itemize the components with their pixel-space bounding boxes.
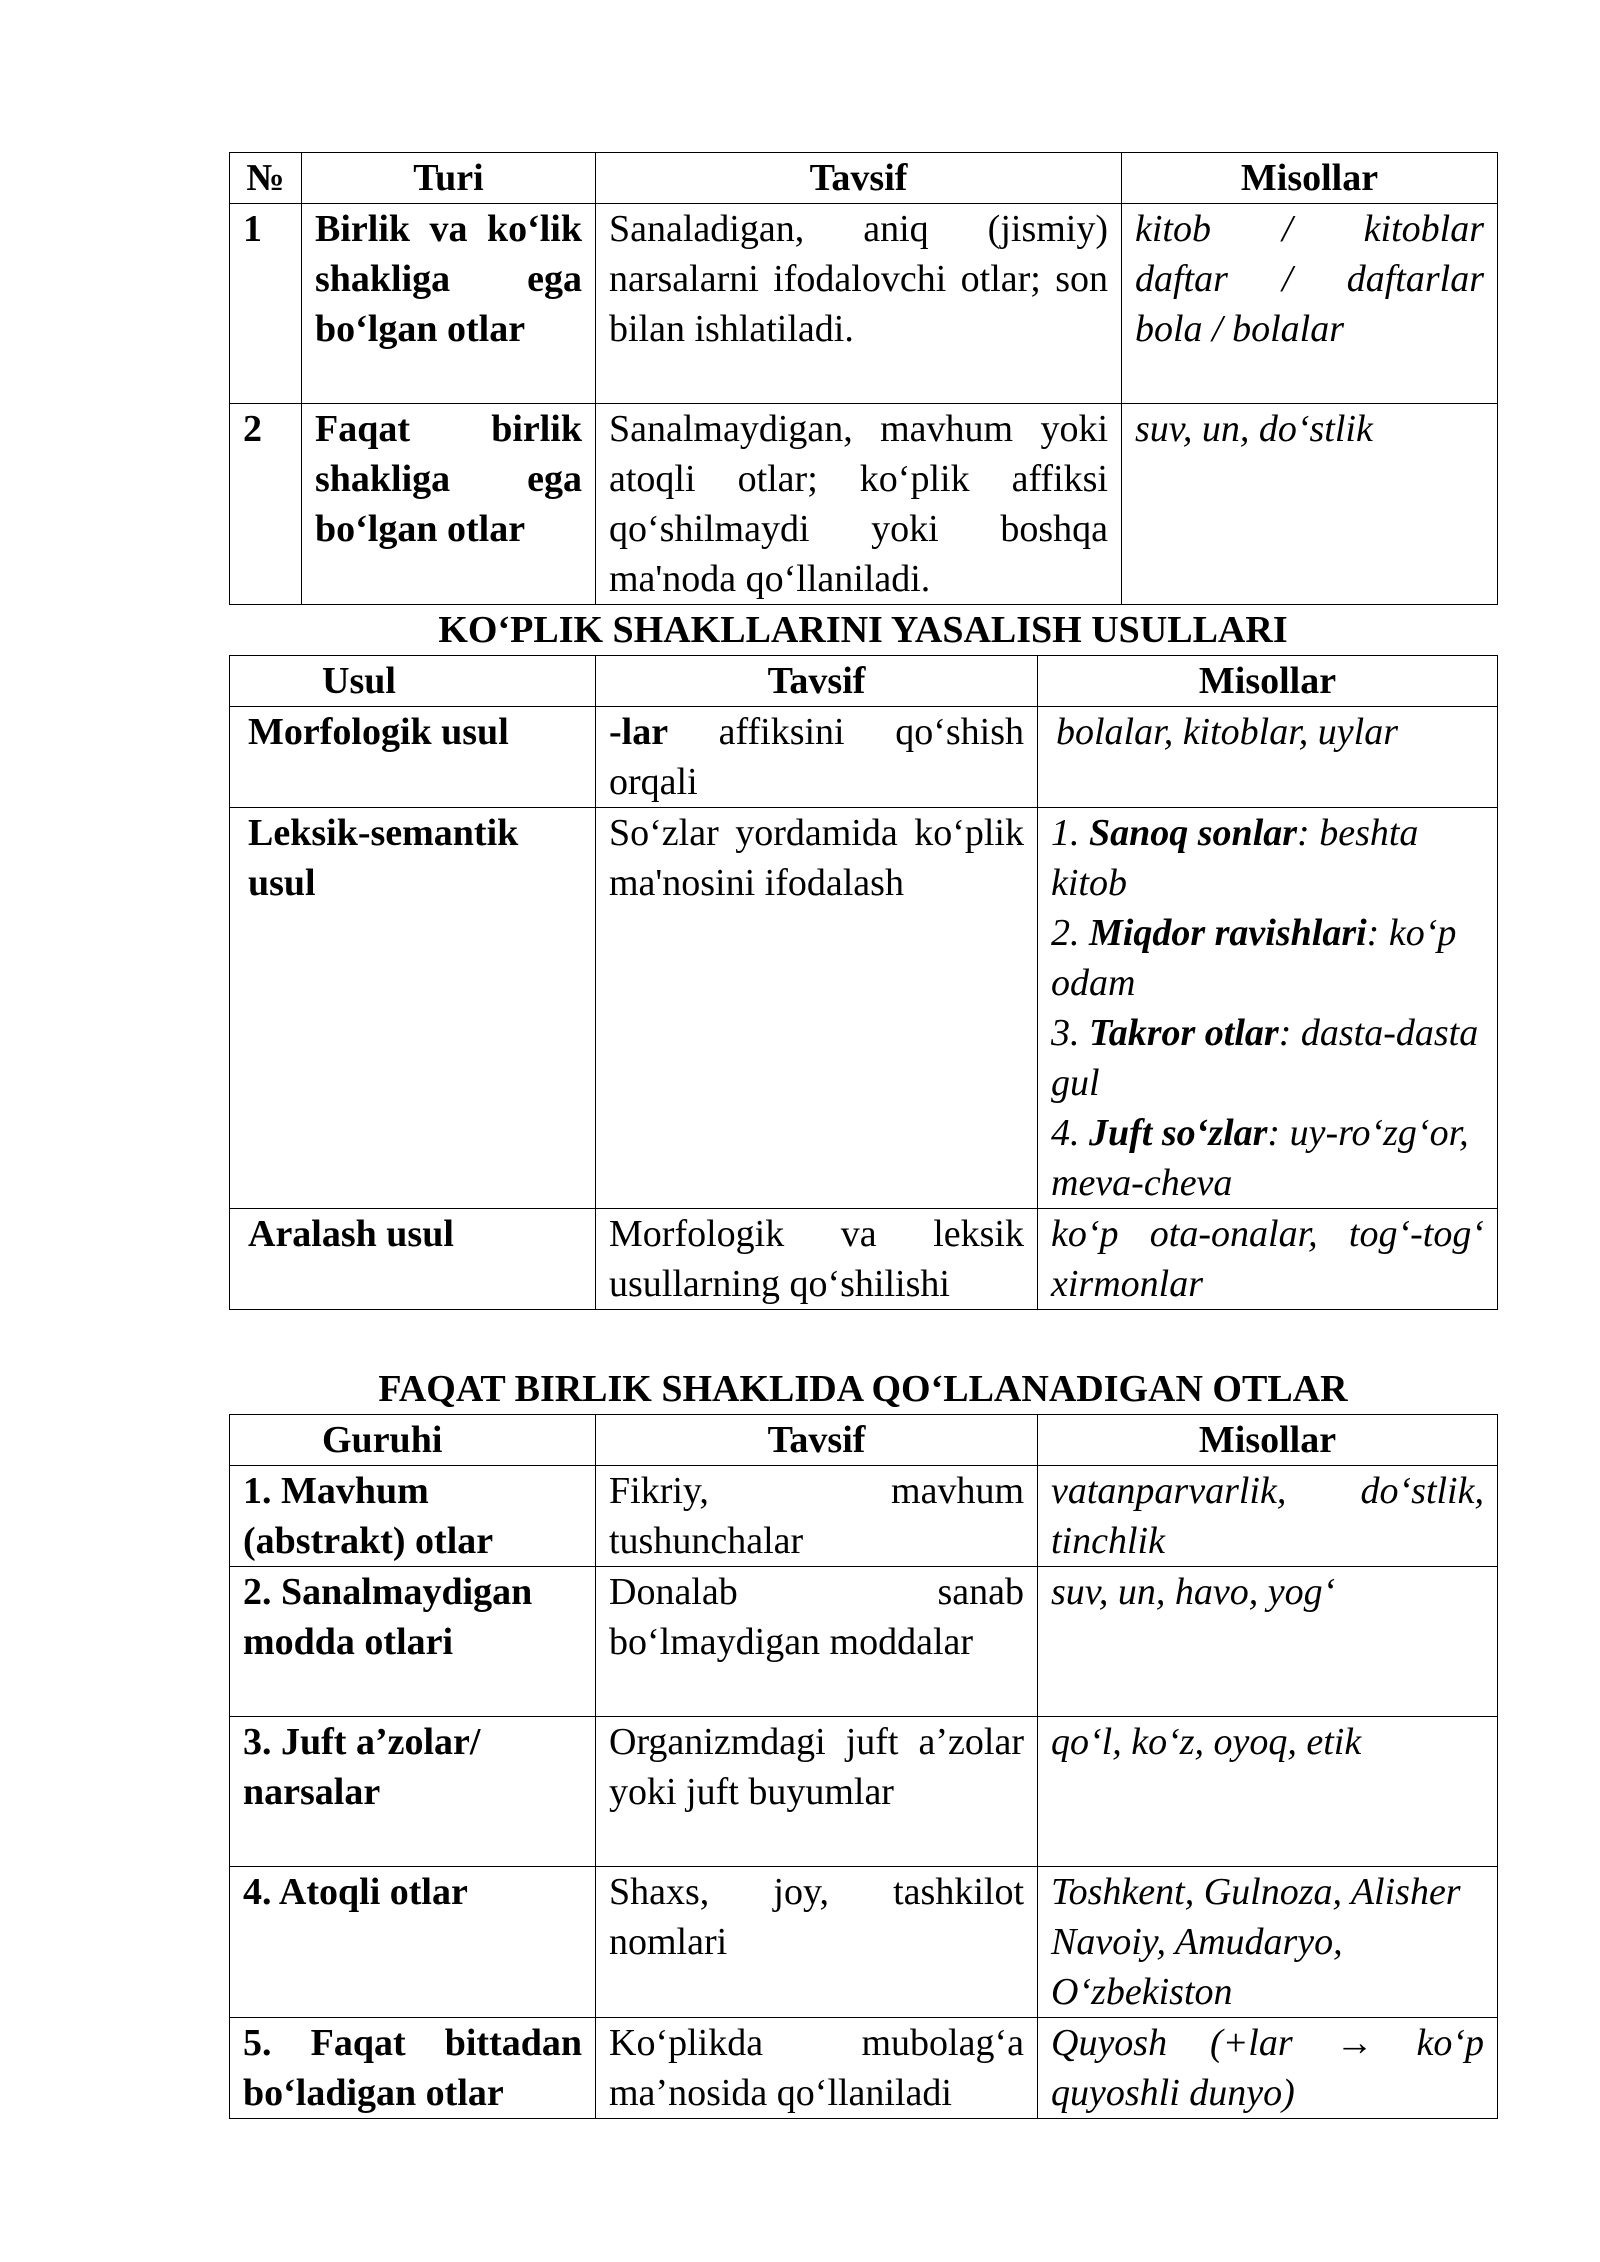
- list-item: [1051, 808, 1484, 908]
- row-description: Donalab sanab bo‘lmaydigan moddalar: [596, 1567, 1038, 1717]
- row-group: 2. Sanalmaydigan modda otlari: [230, 1567, 596, 1717]
- table-row: [230, 707, 1498, 808]
- row-description: Morfologik va leksik usullarning qo‘shilishi: [596, 1209, 1038, 1310]
- list-item: [1051, 1008, 1484, 1108]
- table-row: [230, 204, 1498, 404]
- table-row: [230, 1717, 1498, 1867]
- row-examples: suv, un, do‘stlik: [1122, 404, 1498, 605]
- row-examples: Toshkent, Gulnoza, Alisher Navoiy, Amudaryo, O‘zbekiston: [1038, 1867, 1498, 2018]
- item-text: dasta-dasta gul: [1051, 1012, 1479, 1104]
- section-spacer: [229, 1310, 1497, 1364]
- header-examples: Misollar: [1038, 656, 1498, 707]
- row-group: 4. Atoqli otlar: [230, 1867, 596, 2018]
- row-method: Morfologik usul: [230, 707, 596, 808]
- header-method: Usul: [230, 656, 596, 707]
- header-description: Tavsif: [596, 153, 1122, 204]
- row-description: Sanaladigan, aniq (jismiy) narsalarni ifodalovchi otlar; son bilan ishlatiladi.: [596, 204, 1122, 404]
- item-label: Takror otlar: [1089, 1012, 1279, 1054]
- header-examples: Misollar: [1038, 1415, 1498, 1466]
- table-row: [230, 404, 1498, 605]
- row-description: So‘zlar yordamida ko‘plik ma'nosini ifodalash: [596, 808, 1038, 1209]
- section-title-plural-methods: KO‘PLIK SHAKLLARINI YASALISH USULLARI: [438, 609, 1288, 651]
- row-method: Leksik-semantik usul: [230, 808, 596, 1209]
- item-text: ko‘p odam: [1051, 912, 1457, 1004]
- row-description: Fikriy, mavhum tushunchalar: [596, 1466, 1038, 1567]
- item-number: 2.: [1051, 912, 1080, 954]
- row-group: 3. Juft a’zolar/ narsalar: [230, 1717, 596, 1867]
- header-number: №: [230, 153, 302, 204]
- row-method: Aralash usul: [230, 1209, 596, 1310]
- table-header-row: [230, 1415, 1498, 1466]
- section-title-singular-nouns: FAQAT BIRLIK SHAKLIDA QO‘LLANADIGAN OTLAR: [378, 1368, 1348, 1410]
- item-number: 3.: [1051, 1012, 1080, 1054]
- item-sep: :: [1366, 912, 1380, 954]
- row-description: Ko‘plikda mubolag‘a ma’nosida qo‘llaniladi: [596, 2018, 1038, 2119]
- item-text: uy-ro‘zg‘or, meva-cheva: [1051, 1112, 1469, 1204]
- row-number: 1: [230, 204, 302, 404]
- description-text: affiksini qo‘shish orqali: [609, 711, 1024, 803]
- row-examples: [1038, 808, 1498, 1209]
- row-description: Sanalmaydigan, mavhum yoki atoqli otlar; ko‘plik affiksi qo‘shilmaydi yoki boshqa ma'noda qo‘llaniladi.: [596, 404, 1122, 605]
- item-text: beshta kitob: [1051, 812, 1419, 904]
- table-row: [230, 1466, 1498, 1567]
- list-item: [1051, 908, 1484, 1008]
- example-line: kitob / kitoblar: [1135, 208, 1484, 250]
- row-examples: Quyosh (+lar → ko‘p quyoshli dunyo): [1038, 2018, 1498, 2119]
- row-examples: vatanparvarlik, do‘stlik, tinchlik: [1038, 1466, 1498, 1567]
- item-number: 4.: [1051, 1112, 1080, 1154]
- table-header-row: [230, 153, 1498, 204]
- singular-nouns-table: [229, 1414, 1498, 2119]
- table-header-row: [230, 656, 1498, 707]
- row-description: Organizmdagi juft a’zolar yoki juft buyumlar: [596, 1717, 1038, 1867]
- row-group: 1. Mavhum (abstrakt) otlar: [230, 1466, 596, 1567]
- header-description: Tavsif: [596, 656, 1038, 707]
- item-label: Sanoq sonlar: [1089, 812, 1298, 854]
- table-row: [230, 1867, 1498, 2018]
- table-row: [230, 2018, 1498, 2119]
- item-sep: :: [1297, 812, 1310, 854]
- example-line: bola / bolalar: [1135, 308, 1345, 350]
- header-description: Tavsif: [596, 1415, 1038, 1466]
- document-page: [229, 152, 1497, 2119]
- row-group: 5. Faqat bittadan bo‘ladigan otlar: [230, 2018, 596, 2119]
- item-label: Juft so‘zlar: [1089, 1112, 1268, 1154]
- item-sep: :: [1267, 1112, 1281, 1154]
- row-examples: ko‘p ota-onalar, tog‘-tog‘ xirmonlar: [1038, 1209, 1498, 1310]
- row-examples: bolalar, kitoblar, uylar: [1038, 707, 1498, 808]
- header-group: Guruhi: [230, 1415, 596, 1466]
- item-label: Miqdor ravishlari: [1089, 912, 1367, 954]
- item-sep: :: [1278, 1012, 1292, 1054]
- noun-types-table: [229, 152, 1498, 605]
- header-examples: Misollar: [1122, 153, 1498, 204]
- row-description: Shaxs, joy, tashkilot nomlari: [596, 1867, 1038, 2018]
- header-type: Turi: [302, 153, 596, 204]
- row-examples: [1122, 204, 1498, 404]
- list-item: [1051, 1108, 1484, 1208]
- item-number: 1.: [1051, 812, 1080, 854]
- row-number: 2: [230, 404, 302, 605]
- table-row: [230, 808, 1498, 1209]
- plural-methods-table: [229, 655, 1498, 1310]
- example-line: daftar / daftarlar: [1135, 258, 1484, 300]
- row-type: Birlik va ko‘lik shakliga ega bo‘lgan otlar: [302, 204, 596, 404]
- affix-text: -lar: [609, 711, 669, 753]
- table-row: [230, 1567, 1498, 1717]
- row-examples: suv, un, havo, yog‘: [1038, 1567, 1498, 1717]
- table-row: [230, 1209, 1498, 1310]
- row-type: Faqat birlik shakliga ega bo‘lgan otlar: [302, 404, 596, 605]
- row-examples: qo‘l, ko‘z, oyoq, etik: [1038, 1717, 1498, 1867]
- row-description: [596, 707, 1038, 808]
